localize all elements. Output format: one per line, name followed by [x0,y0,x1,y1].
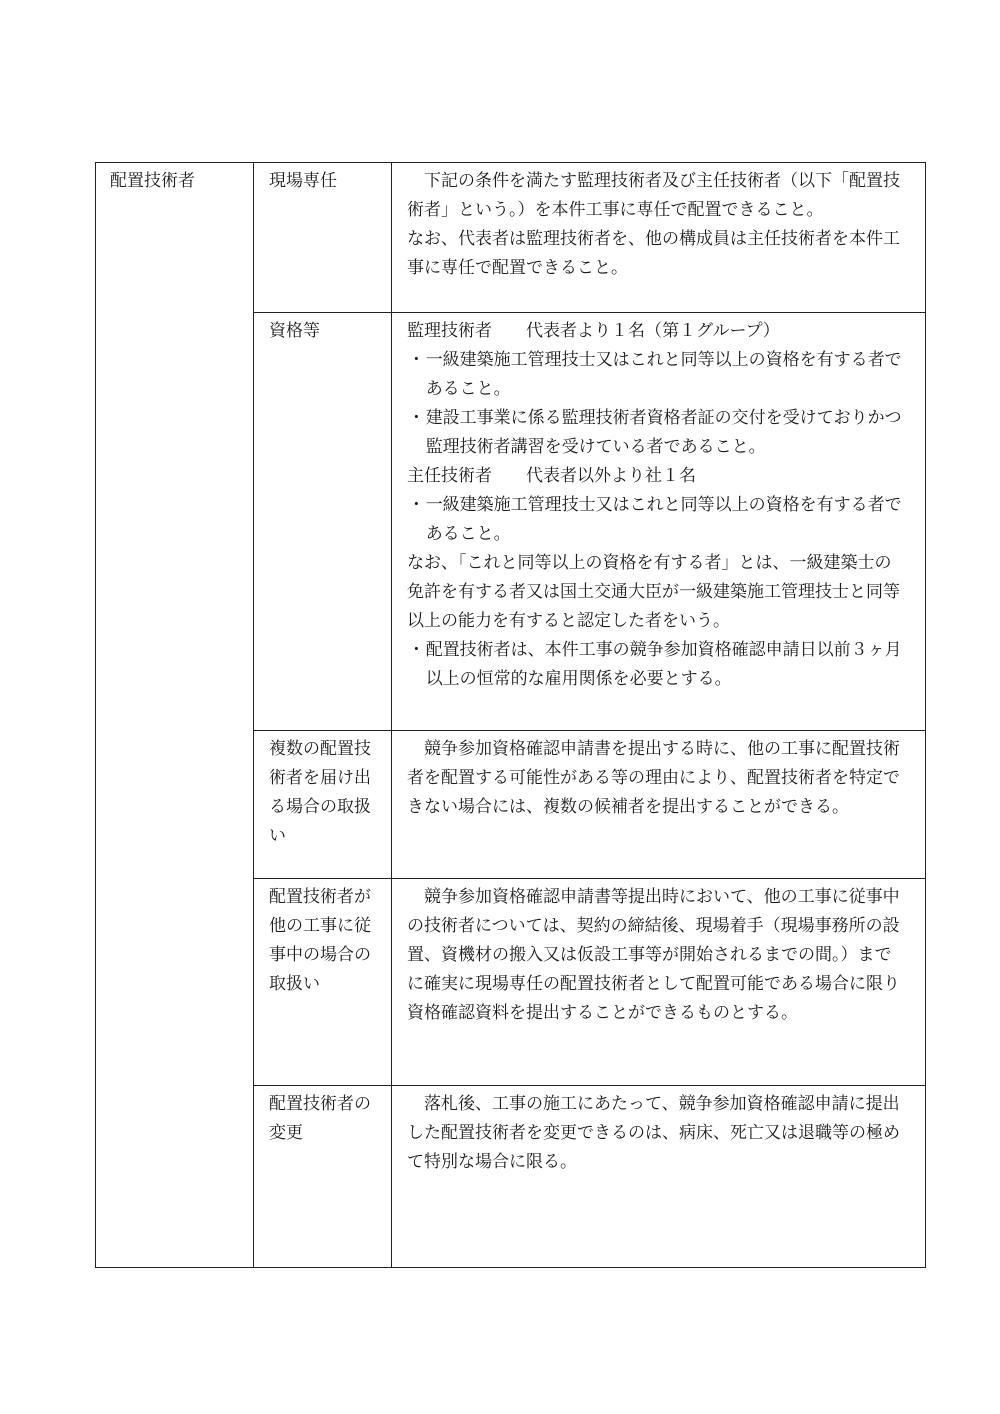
row-label-cell [254,878,392,1085]
bullet-item [407,636,903,694]
row-label-engaged-elsewhere: 配置技術者が他の工事に従事中の場合の取扱い [269,886,371,994]
paragraph: 競争参加資格確認申請書を提出する時に、他の工事に配置技術者を配置する可能性がある等の理由により、配置技術者を特定できない場合には、複数の候補者を提出することができる。 [407,738,900,817]
bullet-text: 建設工事業に係る監理技術者資格者証の交付を受けておりかつ監理技術者講習を受けている者であること。 [425,408,902,458]
row-label-on-site-dedicated: 現場専任 [269,171,337,191]
table-row [96,163,926,313]
bullet-mark: ・ [407,408,425,429]
bullet-item [407,491,903,549]
bullet-text: 配置技術者は、本件工事の競争参加資格確認申請日以前３ヶ月以上の恒常的な雇用関係を必要とする。 [425,640,902,690]
row-label-cell [254,1085,392,1267]
bullet-text: 一級建築施工管理技士又はこれと同等以上の資格を有する者であること。 [425,350,902,400]
row-label-multiple-engineers: 複数の配置技術者を届け出る場合の取扱い [269,738,371,846]
bullet-item [407,404,903,462]
section-label: 配置技術者 [110,171,195,191]
paragraph: 競争参加資格確認申請書等提出時において、他の工事に従事中の技術者については、契約の締結後、現場着手（現場事務所の設置、資機材の搬入又は仮設工事等が開始されるまでの間。）までに確実に現場専任の配置技術者として配置可能である場合に限り資格確認資料を提出することができるものとする。 [407,886,900,1023]
bullet-mark: ・ [407,350,425,371]
supervising-engineer-heading: 監理技術者 代表者より１名（第１グループ） [407,321,780,342]
row-content-cell [392,730,926,878]
requirements-table [95,162,926,1268]
row-label-cell [254,163,392,313]
row-content-cell [392,878,926,1085]
row-content-cell [392,313,926,730]
paragraph: なお、代表者は監理技術者を、他の構成員は主任技術者を本件工事に専任で配置できること。 [407,229,900,278]
note-paragraph: なお、「これと同等以上の資格を有する者」とは、一級建築士の免許を有する者又は国土交通大臣が一級建築施工管理技士と同等以上の能力を有すると認定した者をいう。 [407,553,900,632]
bullet-mark: ・ [407,640,425,661]
bullet-text: 一級建築施工管理技士又はこれと同等以上の資格を有する者であること。 [425,495,902,545]
paragraph: 下記の条件を満たす監理技術者及び主任技術者（以下「配置技術者」という。）を本件工事に専任で配置できること。 [407,171,900,220]
chief-engineer-heading: 主任技術者 代表者以外より社１名 [407,466,696,487]
row-label-engineer-change: 配置技術者の変更 [269,1093,371,1143]
bullet-item [407,346,903,404]
row-content-cell [392,1085,926,1267]
row-content-cell [392,163,926,313]
row-label-qualifications: 資格等 [269,321,320,342]
section-label-cell [96,163,254,1268]
row-label-cell [254,313,392,730]
bullet-mark: ・ [407,495,425,516]
paragraph: 落札後、工事の施工にあたって、競争参加資格確認申請に提出した配置技術者を変更できるのは、病床、死亡又は退職等の極めて特別な場合に限る。 [407,1093,900,1172]
row-label-cell [254,730,392,878]
